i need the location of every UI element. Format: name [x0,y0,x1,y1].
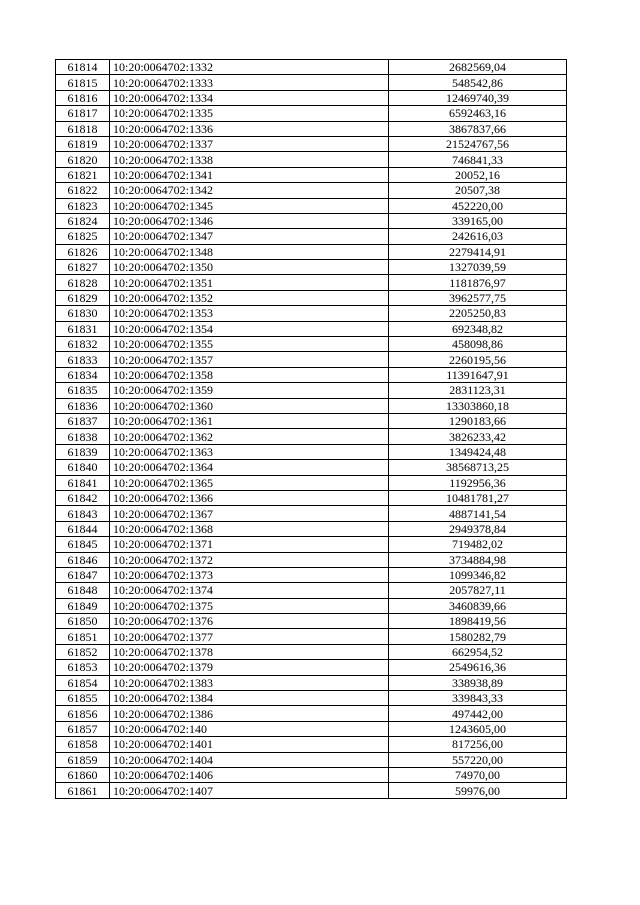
cadastral-value-cell: 557220,00 [389,752,567,767]
table-row [56,213,567,228]
cadastral-number-cell: 10:20:0064702:1337 [110,136,389,151]
cadastral-number-cell: 10:20:0064702:1352 [110,290,389,305]
row-number-cell: 61830 [56,306,110,321]
table-row [56,198,567,213]
cadastral-number-cell: 10:20:0064702:1384 [110,691,389,706]
row-number-cell: 61855 [56,691,110,706]
row-number-cell: 61846 [56,552,110,567]
table-row [56,429,567,444]
cadastral-number-cell: 10:20:0064702:1333 [110,75,389,90]
cadastral-value-cell: 2682569,04 [389,60,567,75]
cadastral-value-cell: 1349424,48 [389,444,567,459]
cadastral-value-cell: 1243605,00 [389,721,567,736]
cadastral-value-cell: 2057827,11 [389,583,567,598]
table-row [56,60,567,75]
cadastral-value-cell: 1192956,36 [389,475,567,490]
cadastral-number-cell: 10:20:0064702:1363 [110,444,389,459]
row-number-cell: 61835 [56,383,110,398]
table-row [56,783,567,798]
row-number-cell: 61852 [56,644,110,659]
cadastral-value-cell: 339843,33 [389,691,567,706]
cadastral-value-cell: 1898419,56 [389,614,567,629]
table-row [56,152,567,167]
table-row [56,367,567,382]
cadastral-number-cell: 10:20:0064702:1379 [110,660,389,675]
table-body [56,60,567,799]
row-number-cell: 61859 [56,752,110,767]
table-row [56,691,567,706]
cadastral-number-cell: 10:20:0064702:1341 [110,167,389,182]
table-row [56,244,567,259]
cadastral-number-cell: 10:20:0064702:1364 [110,460,389,475]
row-number-cell: 61826 [56,244,110,259]
row-number-cell: 61860 [56,767,110,782]
row-number-cell: 61833 [56,352,110,367]
table-row [56,444,567,459]
row-number-cell: 61823 [56,198,110,213]
row-number-cell: 61829 [56,290,110,305]
row-number-cell: 61861 [56,783,110,798]
cadastral-number-cell: 10:20:0064702:140 [110,721,389,736]
cadastral-value-cell: 20507,38 [389,183,567,198]
table-row [56,121,567,136]
cadastral-value-cell: 6592463,16 [389,106,567,121]
cadastral-value-cell: 242616,03 [389,229,567,244]
cadastral-value-cell: 3867837,66 [389,121,567,136]
cadastral-number-cell: 10:20:0064702:1348 [110,244,389,259]
row-number-cell: 61840 [56,460,110,475]
cadastral-value-cell: 1181876,97 [389,275,567,290]
cadastral-number-cell: 10:20:0064702:1335 [110,106,389,121]
cadastral-value-cell: 3460839,66 [389,598,567,613]
row-number-cell: 61837 [56,413,110,428]
row-number-cell: 61843 [56,506,110,521]
cadastral-value-cell: 2831123,31 [389,383,567,398]
cadastral-number-cell: 10:20:0064702:1367 [110,506,389,521]
table-row [56,321,567,336]
table-row [56,660,567,675]
cadastral-value-cell: 38568713,25 [389,460,567,475]
row-number-cell: 61819 [56,136,110,151]
cadastral-value-cell: 2260195,56 [389,352,567,367]
cadastral-number-cell: 10:20:0064702:1332 [110,60,389,75]
table-row [56,460,567,475]
row-number-cell: 61825 [56,229,110,244]
cadastral-number-cell: 10:20:0064702:1351 [110,275,389,290]
cadastral-value-cell: 2549616,36 [389,660,567,675]
table-row [56,413,567,428]
row-number-cell: 61818 [56,121,110,136]
table-row [56,614,567,629]
table-row [56,644,567,659]
table-row [56,752,567,767]
table-row [56,521,567,536]
row-number-cell: 61857 [56,721,110,736]
cadastral-value-cell: 3734884,98 [389,552,567,567]
cadastral-number-cell: 10:20:0064702:1378 [110,644,389,659]
cadastral-number-cell: 10:20:0064702:1358 [110,367,389,382]
cadastral-value-cell: 11391647,91 [389,367,567,382]
cadastral-number-cell: 10:20:0064702:1347 [110,229,389,244]
row-number-cell: 61850 [56,614,110,629]
cadastral-number-cell: 10:20:0064702:1375 [110,598,389,613]
table-row [56,290,567,305]
cadastral-number-cell: 10:20:0064702:1353 [110,306,389,321]
table-row [56,475,567,490]
cadastral-value-cell: 662954,52 [389,644,567,659]
row-number-cell: 61842 [56,490,110,505]
row-number-cell: 61815 [56,75,110,90]
cadastre-value-table [55,59,567,799]
cadastral-value-cell: 497442,00 [389,706,567,721]
cadastral-number-cell: 10:20:0064702:1401 [110,737,389,752]
cadastral-number-cell: 10:20:0064702:1362 [110,429,389,444]
row-number-cell: 61841 [56,475,110,490]
cadastral-value-cell: 1327039,59 [389,260,567,275]
row-number-cell: 61816 [56,90,110,105]
cadastral-number-cell: 10:20:0064702:1350 [110,260,389,275]
table-row [56,229,567,244]
table-row [56,490,567,505]
row-number-cell: 61834 [56,367,110,382]
cadastral-number-cell: 10:20:0064702:1357 [110,352,389,367]
table-row [56,106,567,121]
row-number-cell: 61820 [56,152,110,167]
cadastral-value-cell: 1099346,82 [389,567,567,582]
row-number-cell: 61817 [56,106,110,121]
table-row [56,275,567,290]
cadastral-value-cell: 1290183,66 [389,413,567,428]
cadastral-value-cell: 746841,33 [389,152,567,167]
cadastral-number-cell: 10:20:0064702:1404 [110,752,389,767]
row-number-cell: 61832 [56,337,110,352]
cadastral-value-cell: 2279414,91 [389,244,567,259]
cadastral-value-cell: 338938,89 [389,675,567,690]
cadastral-number-cell: 10:20:0064702:1345 [110,198,389,213]
cadastral-value-cell: 817256,00 [389,737,567,752]
cadastral-number-cell: 10:20:0064702:1360 [110,398,389,413]
cadastral-number-cell: 10:20:0064702:1338 [110,152,389,167]
cadastral-value-cell: 458098,86 [389,337,567,352]
row-number-cell: 61851 [56,629,110,644]
table-row [56,75,567,90]
row-number-cell: 61847 [56,567,110,582]
row-number-cell: 61821 [56,167,110,182]
row-number-cell: 61848 [56,583,110,598]
cadastral-number-cell: 10:20:0064702:1407 [110,783,389,798]
row-number-cell: 61828 [56,275,110,290]
row-number-cell: 61839 [56,444,110,459]
row-number-cell: 61856 [56,706,110,721]
cadastral-value-cell: 74970,00 [389,767,567,782]
table-row [56,706,567,721]
cadastral-value-cell: 13303860,18 [389,398,567,413]
cadastral-number-cell: 10:20:0064702:1334 [110,90,389,105]
row-number-cell: 61858 [56,737,110,752]
cadastral-number-cell: 10:20:0064702:1376 [110,614,389,629]
table-row [56,737,567,752]
row-number-cell: 61854 [56,675,110,690]
row-number-cell: 61853 [56,660,110,675]
row-number-cell: 61845 [56,537,110,552]
cadastral-value-cell: 3962577,75 [389,290,567,305]
table-row [56,675,567,690]
cadastral-value-cell: 21524767,56 [389,136,567,151]
table-row [56,537,567,552]
table-row [56,767,567,782]
cadastral-number-cell: 10:20:0064702:1359 [110,383,389,398]
table-row [56,629,567,644]
cadastral-number-cell: 10:20:0064702:1377 [110,629,389,644]
cadastral-value-cell: 59976,00 [389,783,567,798]
table-row [56,398,567,413]
cadastral-number-cell: 10:20:0064702:1406 [110,767,389,782]
cadastral-value-cell: 4887141,54 [389,506,567,521]
cadastral-value-cell: 452220,00 [389,198,567,213]
table-row [56,506,567,521]
row-number-cell: 61831 [56,321,110,336]
row-number-cell: 61836 [56,398,110,413]
cadastral-number-cell: 10:20:0064702:1372 [110,552,389,567]
cadastral-number-cell: 10:20:0064702:1383 [110,675,389,690]
cadastral-number-cell: 10:20:0064702:1354 [110,321,389,336]
cadastral-value-cell: 12469740,39 [389,90,567,105]
cadastral-value-cell: 10481781,27 [389,490,567,505]
cadastral-value-cell: 3826233,42 [389,429,567,444]
table-row [56,183,567,198]
table-row [56,337,567,352]
cadastral-value-cell: 339165,00 [389,213,567,228]
table-row [56,306,567,321]
cadastral-number-cell: 10:20:0064702:1366 [110,490,389,505]
cadastral-value-cell: 2949378,84 [389,521,567,536]
table-row [56,352,567,367]
cadastral-number-cell: 10:20:0064702:1371 [110,537,389,552]
cadastral-number-cell: 10:20:0064702:1368 [110,521,389,536]
cadastral-number-cell: 10:20:0064702:1374 [110,583,389,598]
table-row [56,567,567,582]
cadastral-number-cell: 10:20:0064702:1346 [110,213,389,228]
row-number-cell: 61844 [56,521,110,536]
cadastral-number-cell: 10:20:0064702:1355 [110,337,389,352]
table-row [56,583,567,598]
row-number-cell: 61849 [56,598,110,613]
cadastral-value-cell: 548542,86 [389,75,567,90]
cadastral-value-cell: 692348,82 [389,321,567,336]
table-row [56,260,567,275]
row-number-cell: 61814 [56,60,110,75]
table-row [56,721,567,736]
cadastral-value-cell: 1580282,79 [389,629,567,644]
row-number-cell: 61824 [56,213,110,228]
table-row [56,598,567,613]
table-row [56,167,567,182]
cadastral-number-cell: 10:20:0064702:1373 [110,567,389,582]
cadastral-number-cell: 10:20:0064702:1365 [110,475,389,490]
cadastral-number-cell: 10:20:0064702:1336 [110,121,389,136]
cadastral-value-cell: 20052,16 [389,167,567,182]
cadastral-number-cell: 10:20:0064702:1361 [110,413,389,428]
cadastral-value-cell: 719482,02 [389,537,567,552]
cadastral-value-cell: 2205250,83 [389,306,567,321]
row-number-cell: 61822 [56,183,110,198]
table-row [56,383,567,398]
table-row [56,552,567,567]
table-row [56,90,567,105]
cadastral-number-cell: 10:20:0064702:1342 [110,183,389,198]
row-number-cell: 61827 [56,260,110,275]
cadastral-number-cell: 10:20:0064702:1386 [110,706,389,721]
table-row [56,136,567,151]
row-number-cell: 61838 [56,429,110,444]
